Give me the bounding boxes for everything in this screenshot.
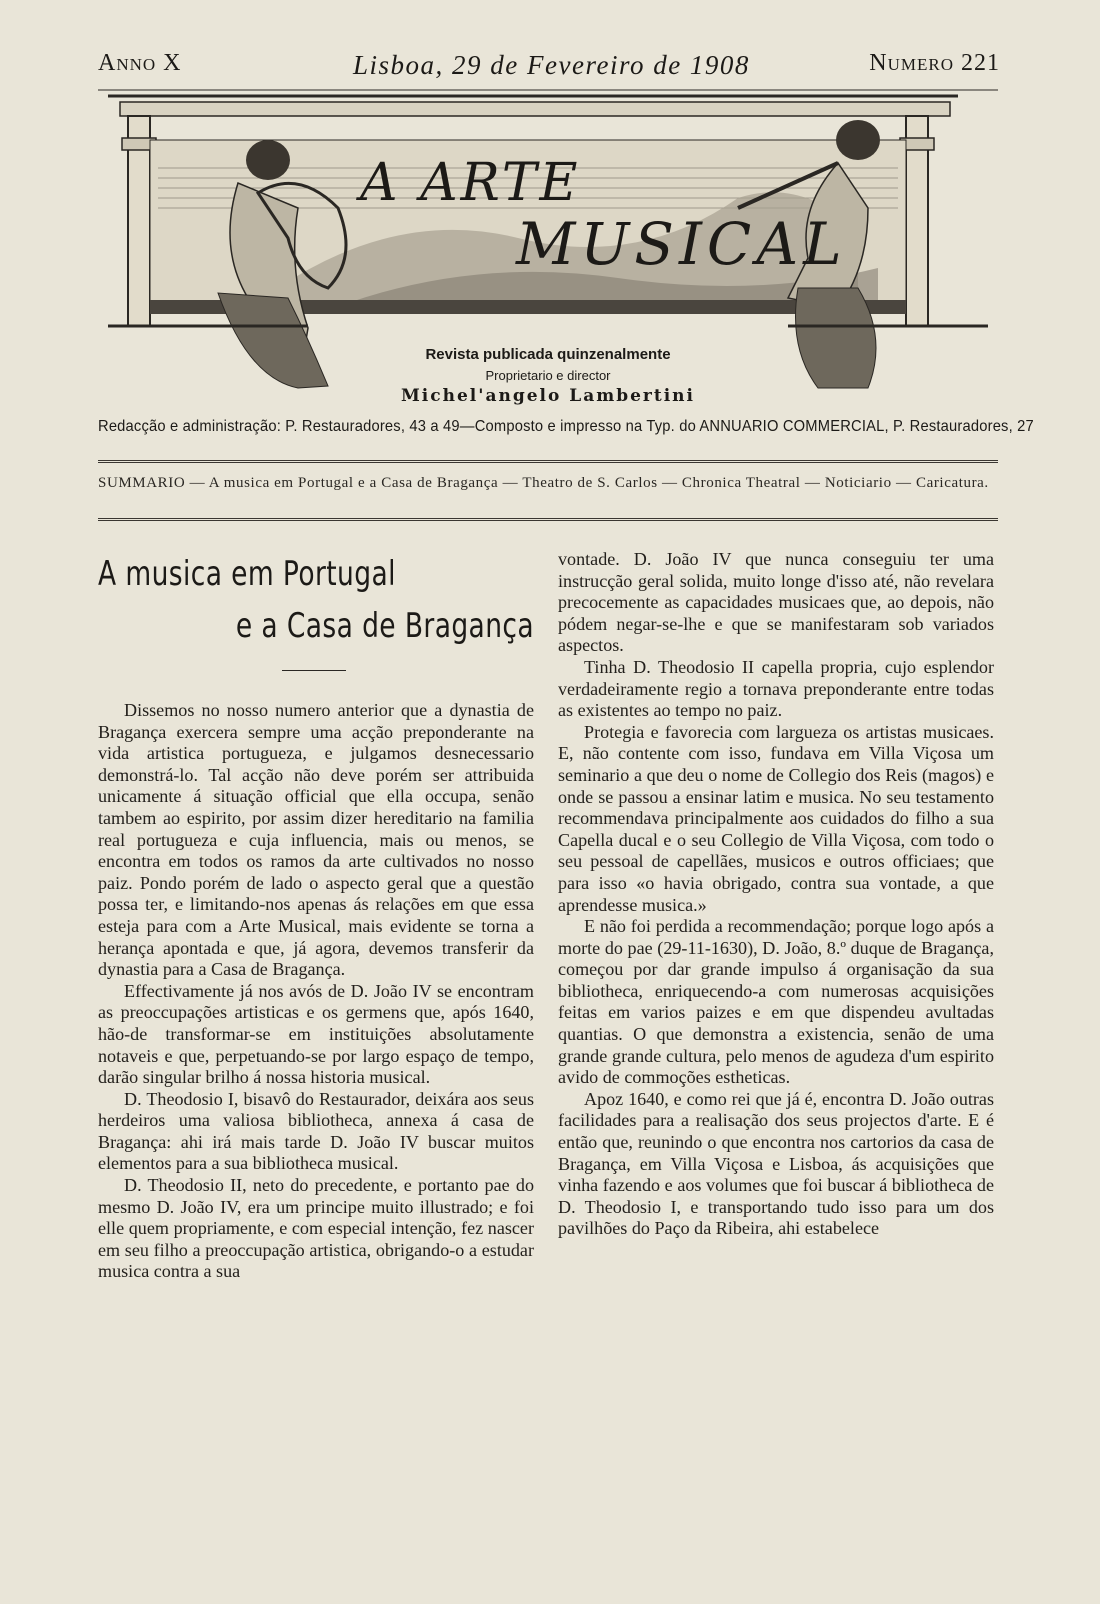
paragraph: D. Theodosio II, neto do precedente, e portanto pae do mesmo D. João IV, era um principe muito illustrado; e foi elle quem propriamente, e com especial intenção, fez nascer em seu filho a preoccupação artistica, obrigando-o a estudar musica contra a sua bbox=[98, 1175, 534, 1282]
summary: SUMMARIO — A musica em Portugal e a Casa de Bragança — Theatro de S. Carlos — Chronica Theatral — Noticiario — Caricatura. bbox=[98, 475, 989, 491]
masthead-address: Redacção e administração: P. Restauradores, 43 a 49—Composto e impresso na Typ. do ANNUARIO COMMERCIAL, P. Restauradores, 27 bbox=[98, 418, 1034, 435]
masthead-title-line2: MUSICAL bbox=[516, 210, 847, 278]
issue-date: Lisboa, 29 de Fevereiro de 1908 bbox=[353, 50, 750, 80]
masthead-subtitle: Revista publicada quinzenalmente bbox=[425, 346, 671, 363]
paragraph: Dissemos no nosso numero anterior que a dynastia de Bragança exercera sempre uma acção preponderante na vida artistica portugueza, e julgamos desnecessario demonstrá-lo. Tal acção não deve porém ser attribuida unicamente á situação official que ella occupa, senão tambem ao espirito, por assim dizer hereditario na familia real portugueza e cuja influencia, mais ou menos, se encontra em todos os ramos da arte cultivados no nosso paiz. Pondo porém de lado o aspecto geral que a questão possa ter, e limitando-nos apenas ás relações em que essa esteja para com a Arte Musical, mais evidente se torna a herança apontada e que, já agora, devemos transferir da dynastia para a Casa de Bragança. bbox=[98, 700, 534, 980]
masthead bbox=[98, 88, 1034, 448]
paragraph: E não foi perdida a recommendação; porque logo após a morte do pae (29-11-1630), D. João, 8.º duque de Bragança, começou por dar grande impulso á organisação da sua bibliotheca, enriquecendo-a com numerosas acquisições feitas em varios paizes e em que dispendeu avultadas quantias. O que demonstra a existencia, senão de uma grande grande cultura, pelo menos de agudeza d'um espirito avido de commoções estheticas. bbox=[558, 916, 994, 1088]
title-divider bbox=[282, 670, 346, 671]
article-title-line1: A musica em Portugal bbox=[98, 554, 396, 594]
issue-header bbox=[98, 50, 1000, 82]
masthead-title-line1: A ARTE bbox=[360, 153, 581, 213]
article-title-line2: e a Casa de Bragança bbox=[235, 606, 535, 646]
article-title bbox=[98, 548, 535, 652]
separator-rule bbox=[98, 460, 998, 463]
separator-rule bbox=[98, 518, 998, 521]
paragraph: Apoz 1640, e como rei que já é, encontra D. João outras facilidades para a realisação dos seus projectos d'arte. E é então que, reunindo o que encontra nos cartorios da casa de Bragança, em Villa Viçosa e Lisboa, ás acquisições que vinha fazendo e aos volumes que foi buscar á bibliotheca de D. Theodosio I, e transportando tudo isso para um dos pavilhões do Paço da Ribeira, ahi estabelece bbox=[558, 1088, 994, 1239]
issue-number: Numero 221 bbox=[869, 50, 1000, 76]
paragraph: D. Theodosio I, bisavô do Restaurador, deixára aos seus herdeiros uma valiosa bibliotheca, annexa á casa de Bragança: ahi irá mais tarde D. João IV buscar muitos elementos para a sua bibliotheca musical. bbox=[98, 1088, 534, 1174]
article-column-left bbox=[98, 700, 534, 1283]
masthead-director: Michel'angelo Lambertini bbox=[400, 386, 695, 406]
paragraph: Effectivamente já nos avós de D. João IV se encontram as preoccupações artisticas e os germens que, após 1640, hão-de transformar-se em instituições absolutamente notaveis e que, perpetuando-se por largo espaço de tempo, darão singular brilho á nossa historia musical. bbox=[98, 980, 534, 1088]
masthead-role: Proprietario e director bbox=[485, 368, 611, 383]
article-column-right bbox=[558, 549, 994, 1240]
paragraph: Protegia e favorecia com largueza os artistas musicaes. E, não contente com isso, fundava em Villa Viçosa um seminario a que deu o nome de Collegio dos Reis (magos) e onde se passou a ensinar latim e musica. No seu testamento recommendava principalmente aos cuidados do filho a sua Capella ducal e o seu Collegio de Villa Viçosa, com todo o seu pessoal de capellães, musicos e outros officiaes; que para isso «o havia obrigado, contra sua vontade, a que aprendesse musica.» bbox=[558, 721, 994, 915]
volume-label: Anno X bbox=[98, 50, 182, 76]
paragraph: Tinha D. Theodosio II capella propria, cujo esplendor verdadeiramente regio a tornava preponderante entre todas as existentes ao tempo no paiz. bbox=[558, 656, 994, 721]
paragraph: vontade. D. João IV que nunca conseguiu ter uma instrucção geral solida, muito longe d'isso até, não revelara precocemente as capacidades musicaes que, ao depois, não pódem negar-se-lhe e que se manifestaram sob variados aspectos. bbox=[558, 549, 994, 656]
